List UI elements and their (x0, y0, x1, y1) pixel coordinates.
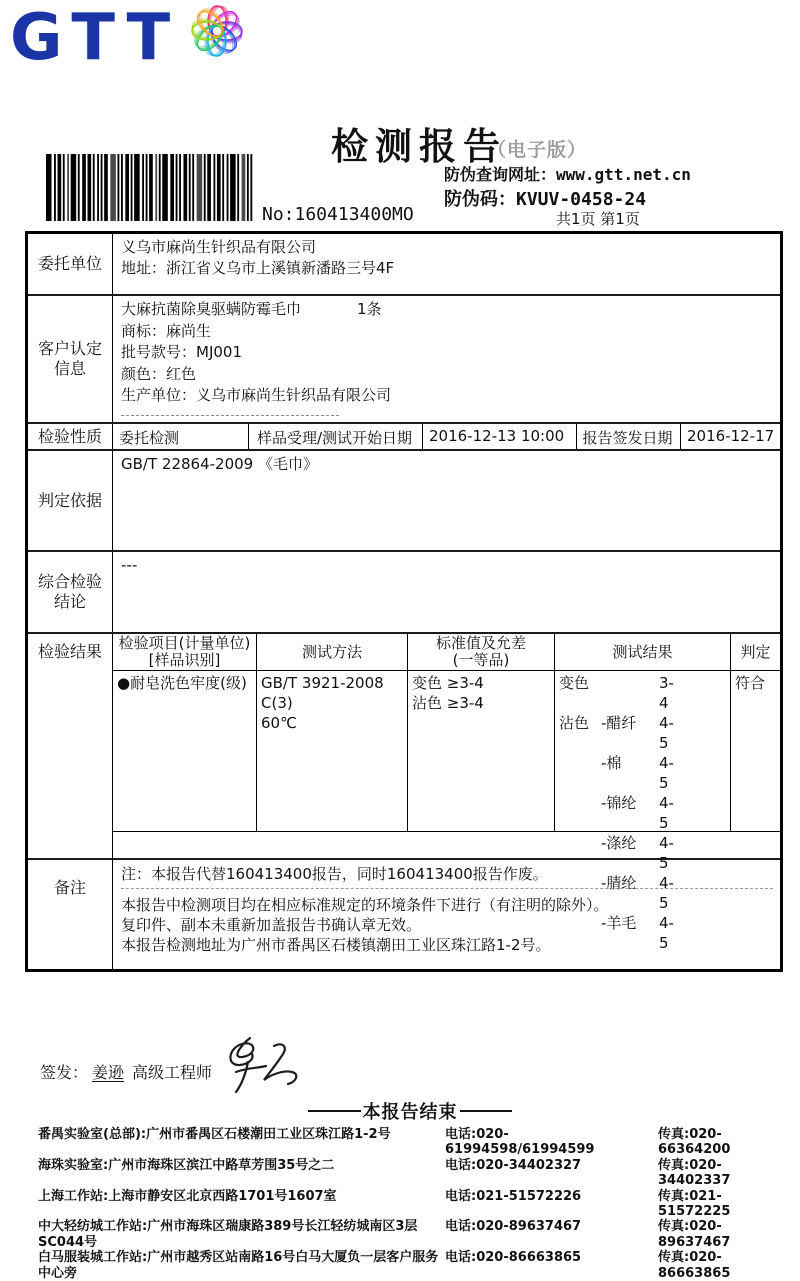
footer-row: 番禺实验室(总部):广州市番禺区石楼潮田工业区珠江路1-2号 电话:020-61994598/61994599 传真:020-66364200 (38, 1127, 731, 1158)
client-info-content (113, 296, 780, 422)
client-batch: 批号款号：MJ001 (121, 343, 242, 361)
end-dash-right (460, 1110, 513, 1112)
edition-tag: （电子版） (487, 139, 588, 161)
remark-line1: 本报告中检测项目均在相应标准规定的环境条件下进行（有注明的除外）。 (121, 896, 609, 914)
cell-test-method: GB/T 3921-2008 C(3) 60℃ (257, 671, 408, 831)
signature-label: 签发： (40, 1063, 89, 1082)
end-dash-left (308, 1110, 361, 1112)
conclusion-value: --- (121, 556, 138, 574)
remark-content (113, 860, 780, 969)
client-product-line (121, 299, 780, 321)
row-conclusion (28, 552, 780, 634)
footer-contact-block (38, 1127, 782, 1281)
antifake-code-label: 防伪码： (444, 189, 516, 210)
consignor-content (113, 234, 780, 294)
antifake-code: KVUV-0458-24 (516, 189, 647, 210)
issue-date-value: 2016-12-17 (687, 427, 775, 445)
footer-row: 中大轻纺城工作站:广州市海珠区瑞康路389号长江轻纺城南区3层SC044号 电话:020-89637467 传真:020-89637467 (38, 1219, 731, 1250)
client-divider (121, 415, 339, 416)
consignor-address: 地址：浙江省义乌市上溪镇新潘路三号4F (121, 259, 395, 277)
row-judgement-basis (28, 451, 780, 552)
client-color: 颜色：红色 (121, 364, 197, 383)
cell-test-result: 变色 3-4 沾色 -醋纤 4-5 -棉 4-5 -锦纶 4-5 -涤纶 4-5 -腈纶 4-5 -羊毛 4-5 (555, 671, 731, 831)
client-info-label: 客户认定 信息 (28, 296, 113, 422)
gtt-logo: GTT (10, 1, 181, 75)
row-client-info (28, 296, 780, 424)
test-nature-cells (113, 424, 780, 449)
conclusion-label: 综合检验 结论 (28, 552, 113, 632)
results-empty-area (113, 832, 780, 858)
page-count: 共1页 第1页 (556, 210, 640, 228)
row-test-nature (28, 424, 780, 451)
test-results-label: 检验结果 (28, 634, 113, 858)
signer-name: 姜逊 (92, 1063, 125, 1082)
issue-date-label: 报告签发日期 (577, 424, 681, 449)
receipt-date-label: 样品受理/测试开始日期 (249, 424, 423, 449)
test-nature-value: 委托检测 (113, 424, 249, 449)
remark-divider (121, 888, 773, 889)
footer-row: 白马服装城工作站:广州市越秀区站南路16号白马大厦负一层客户服务中心旁 电话:020-86663865 传真:020-86663865 (38, 1250, 731, 1281)
report-number: No:160413400MO (262, 204, 414, 225)
antifake-url: www.gtt.net.cn (556, 165, 691, 184)
judgement-basis-label: 判定依据 (28, 451, 113, 550)
row-consignor (28, 234, 780, 296)
cell-standard-value: 变色 ≥3-4 沾色 ≥3-4 (408, 671, 555, 831)
remark-line3: 本报告检测地址为广州市番禺区石楼镇潮田工业区珠江路1-2号。 (121, 936, 551, 954)
remark-note: 注：本报告代替160413400报告，同时160413400报告作废。 (121, 865, 548, 883)
consignor-name: 义乌市麻尚生针织品有限公司 (121, 238, 317, 256)
client-quantity: 1条 (357, 300, 382, 318)
antifake-url-label: 防伪查询网址： (444, 165, 557, 184)
client-product: 大麻抗菌除臭驱螨防霉毛巾 (121, 300, 302, 318)
remark-label: 备注 (28, 860, 113, 969)
test-nature-label: 检验性质 (28, 424, 113, 449)
header-standard-value: 标准值及允差 (一等品) (408, 634, 555, 670)
handwritten-signature (212, 1032, 312, 1098)
report-table (25, 231, 783, 972)
cell-test-item: ●耐皂洗色牢度(级) (113, 671, 257, 831)
row-remark (28, 860, 780, 969)
footer-row: 海珠实验室:广州市海珠区滨江中路草芳围35号之二 电话:020-34402327 传真:020-34402337 (38, 1157, 731, 1189)
header-judgement: 判定 (740, 642, 771, 661)
client-brand: 商标：麻尚生 (121, 321, 212, 340)
remark-line2: 复印件、副本未重新加盖报告书确认章无效。 (121, 916, 422, 934)
header-test-item: 检验项目(计量单位) [样品识别] (113, 634, 257, 670)
logo-swirl-icon (186, 2, 248, 62)
report-end-line (308, 1098, 512, 1124)
signature-line (40, 1060, 212, 1083)
cell-judgement: 符合 (735, 674, 766, 692)
results-header-row (113, 634, 780, 671)
antifake-url-line (444, 162, 691, 185)
barcode-image (46, 154, 254, 221)
signer-title: 高级工程师 (132, 1063, 213, 1082)
header-test-method: 测试方法 (257, 634, 408, 670)
consignor-label: 委托单位 (28, 234, 113, 294)
page-title: 检测报告 (331, 125, 507, 168)
receipt-date-value: 2016-12-13 10:00 (423, 424, 577, 449)
client-manufacturer: 生产单位：义乌市麻尚生针织品有限公司 (121, 386, 392, 404)
report-end-text: 本报告结束 (362, 1102, 458, 1123)
footer-row: 上海工作站:上海市静安区北京西路1701号1607室 电话:021-51572226 传真:021-51572225 (38, 1188, 731, 1220)
judgement-basis-value: GB/T 22864-2009 《毛巾》 (121, 455, 318, 473)
header-test-result: 测试结果 (555, 634, 731, 670)
